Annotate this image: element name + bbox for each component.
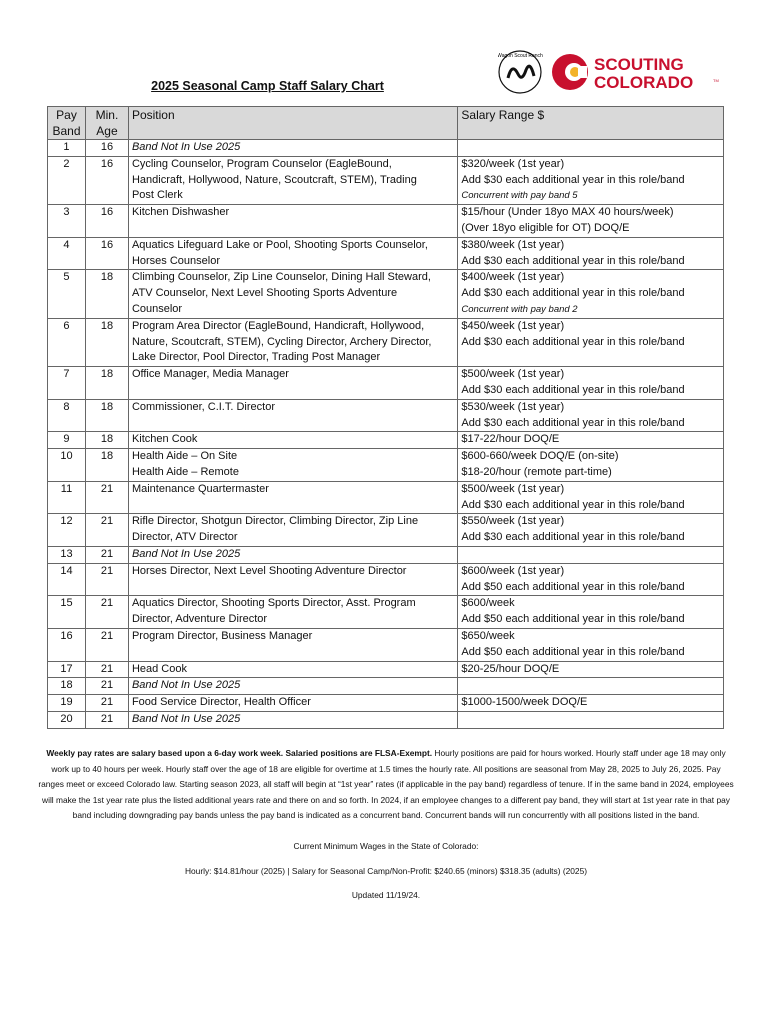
salary-cell [458, 367, 724, 400]
pay-band-cell: 5 [48, 270, 86, 318]
position-line: Kitchen Cook [131, 433, 198, 446]
salary-line: $500/week (1st year) [461, 482, 565, 495]
min-age-cell: 21 [85, 546, 128, 563]
min-age-cell: 21 [85, 678, 128, 695]
table-row [48, 237, 724, 270]
table-row [48, 318, 724, 366]
position-line: Rifle Director, Shotgun Director, Climbing Director, Zip Line [131, 515, 419, 528]
position-line: Band Not In Use 2025 [131, 679, 241, 692]
position-line: Cycling Counselor, Program Counselor (EagleBound, [131, 157, 392, 170]
pay-band-cell: 14 [48, 563, 86, 596]
position-cell [128, 563, 457, 596]
salary-cell [458, 661, 724, 678]
salary-cell [458, 628, 724, 661]
position-line: Aquatics Director, Shooting Sports Director, Asst. Program [131, 597, 416, 610]
salary-line: $1000-1500/week DOQ/E [461, 696, 588, 709]
table-row [48, 628, 724, 661]
position-cell [128, 156, 457, 204]
salary-cell [458, 678, 724, 695]
salary-table [47, 106, 724, 729]
logo-text-scouting: SCOUTING [594, 55, 684, 74]
position-line: Health Aide – On Site [131, 450, 238, 463]
table-row [48, 449, 724, 482]
position-line: Program Director, Business Manager [131, 629, 313, 642]
pay-band-cell: 16 [48, 628, 86, 661]
min-age-cell: 18 [85, 432, 128, 449]
salary-line: Add $30 each additional year in this role/band [461, 335, 685, 348]
logo-tm: TM [713, 78, 719, 83]
position-line: Band Not In Use 2025 [131, 141, 241, 153]
salary-cell [458, 318, 724, 366]
salary-cell [458, 237, 724, 270]
salary-line: $500/week (1st year) [461, 368, 565, 381]
position-cell [128, 711, 457, 728]
salary-line: $320/week (1st year) [461, 157, 565, 170]
salary-cell [458, 481, 724, 514]
header-pay-band: Pay Band [48, 107, 86, 140]
pay-band-cell: 8 [48, 399, 86, 432]
min-age-cell: 21 [85, 661, 128, 678]
position-line: Handicraft, Hollywood, Nature, Scoutcraft, STEM), Trading [131, 173, 417, 186]
table-header-row [48, 107, 724, 140]
position-cell [128, 596, 457, 629]
min-age-cell: 21 [85, 695, 128, 712]
position-cell [128, 205, 457, 238]
salary-line: Add $50 each additional year in this role/band [461, 580, 685, 593]
badge-text: Wagon Scout Ranch [498, 53, 543, 59]
min-age-cell: 16 [85, 140, 128, 157]
position-cell [128, 628, 457, 661]
table-body [48, 140, 724, 729]
position-line: Health Aide – Remote [131, 465, 239, 478]
salary-cell [458, 563, 724, 596]
salary-line: $380/week (1st year) [461, 238, 565, 251]
position-line: Climbing Counselor, Zip Line Counselor, Dining Hall Steward, [131, 271, 431, 284]
salary-line: $650/week [461, 629, 515, 642]
salary-line: $600/week (1st year) [461, 564, 565, 577]
notes-body: Hourly positions are paid for hours worked. Hourly staff under age 18 may only work up to 40 hours per week. Hourly staff over the age of 18 are eligible for overtime at 1.5 times the hourly rate. All positions are seasonal from May 28, 2025 to July 26, 2025. Pay ranges meet or exceed Colorado law. Starting season 2023, all staff will begin at “1st year” rates (if applicable in the pay band) regardless of tenure. If in the same band in 2024, employees will make the 1st year rate plus the listed additional years rate and there on and so forth. In 2024, if an employee changes to a different pay band, they will start at 1st year rate in that pay band including downgrading pay bands unless the pay band is indicated as a concurrent band. Concurrent bands will run concurrently with all positions listed in the band. [38, 748, 734, 820]
header-position: Position [128, 107, 457, 140]
pay-band-cell: 11 [48, 481, 86, 514]
salary-cell [458, 156, 724, 204]
position-line: Director, Adventure Director [131, 613, 268, 626]
salary-line: $530/week (1st year) [461, 400, 565, 413]
min-age-cell: 18 [85, 399, 128, 432]
salary-line: Add $50 each additional year in this role/band [461, 613, 685, 626]
min-wage-heading: Current Minimum Wages in the State of Colorado: [293, 841, 479, 851]
pay-band-cell: 13 [48, 546, 86, 563]
pay-band-cell: 12 [48, 514, 86, 547]
salary-cell [458, 270, 724, 318]
salary-cell [458, 711, 724, 728]
position-line: Kitchen Dishwasher [131, 206, 230, 219]
position-cell [128, 481, 457, 514]
position-cell [128, 678, 457, 695]
salary-cell [458, 432, 724, 449]
min-age-cell: 18 [85, 367, 128, 400]
position-cell [128, 140, 457, 157]
salary-line: $18-20/hour (remote part-time) [461, 465, 612, 478]
page-title: 2025 Seasonal Camp Staff Salary Chart [151, 79, 384, 93]
pay-band-cell: 9 [48, 432, 86, 449]
position-line: Band Not In Use 2025 [131, 712, 241, 725]
position-line: Food Service Director, Health Officer [131, 696, 311, 709]
position-line: Horses Counselor [131, 254, 220, 267]
salary-cell [458, 399, 724, 432]
position-line: Lake Director, Pool Director, Trading Post Manager [131, 351, 381, 364]
position-cell [128, 237, 457, 270]
position-cell [128, 399, 457, 432]
salary-line: $450/week (1st year) [461, 319, 565, 332]
pay-band-cell: 2 [48, 156, 86, 204]
pay-band-cell: 1 [48, 140, 86, 157]
salary-cell [458, 449, 724, 482]
salary-line: Concurrent with pay band 2 [461, 303, 578, 315]
table-row [48, 546, 724, 563]
min-age-cell: 21 [85, 563, 128, 596]
table-row [48, 432, 724, 449]
min-age-cell: 18 [85, 270, 128, 318]
salary-line: Add $30 each additional year in this role/band [461, 416, 685, 429]
pay-band-cell: 4 [48, 237, 86, 270]
position-cell [128, 661, 457, 678]
position-cell [128, 318, 457, 366]
min-age-cell: 21 [85, 628, 128, 661]
table-row [48, 514, 724, 547]
table-row [48, 367, 724, 400]
position-cell [128, 367, 457, 400]
table-row [48, 695, 724, 712]
table-row [48, 399, 724, 432]
weekly-pay-notes [38, 746, 734, 824]
min-age-cell: 18 [85, 318, 128, 366]
salary-line: $600/week [461, 597, 515, 610]
min-wage-values: Hourly: $14.81/hour (2025) | Salary for Seasonal Camp/Non-Profit: $240.65 (minors) $318.35 (adults) (2025) [184, 866, 588, 876]
salary-line: $600-660/week DOQ/E (on-site) [461, 450, 619, 463]
table-row [48, 270, 724, 318]
position-line: Director, ATV Director [131, 531, 238, 544]
salary-cell [458, 514, 724, 547]
pay-band-cell: 6 [48, 318, 86, 366]
position-cell [128, 695, 457, 712]
pay-band-cell: 20 [48, 711, 86, 728]
salary-line: Add $50 each additional year in this role/band [461, 645, 685, 658]
table-row [48, 140, 724, 157]
position-line: Aquatics Lifeguard Lake or Pool, Shooting Sports Counselor, [131, 238, 428, 251]
min-age-cell: 21 [85, 514, 128, 547]
min-age-cell: 21 [85, 711, 128, 728]
min-age-cell: 16 [85, 205, 128, 238]
salary-line: Add $30 each additional year in this role/band [461, 287, 685, 300]
salary-cell [458, 695, 724, 712]
table-row [48, 661, 724, 678]
table-row [48, 596, 724, 629]
position-line: Head Cook [131, 662, 187, 675]
position-cell [128, 546, 457, 563]
salary-line: Add $30 each additional year in this role/band [461, 173, 685, 186]
table-row [48, 678, 724, 695]
salary-line: Add $30 each additional year in this role/band [461, 498, 685, 511]
table-row [48, 156, 724, 204]
position-line: Maintenance Quartermaster [131, 482, 269, 495]
salary-cell [458, 205, 724, 238]
header-min-age: Min. Age [85, 107, 128, 140]
min-age-cell: 16 [85, 156, 128, 204]
table-row [48, 205, 724, 238]
position-line: Program Area Director (EagleBound, Handicraft, Hollywood, [131, 319, 425, 332]
salary-line: $15/hour (Under 18yo MAX 40 hours/week) [461, 206, 674, 219]
position-line: Post Clerk [131, 189, 183, 202]
pay-band-cell: 15 [48, 596, 86, 629]
min-age-cell: 18 [85, 449, 128, 482]
salary-line: Concurrent with pay band 5 [461, 190, 578, 202]
table-row [48, 711, 724, 728]
table-row [48, 481, 724, 514]
logo-text-colorado: COLORADO [594, 73, 694, 92]
pay-band-cell: 7 [48, 367, 86, 400]
position-cell [128, 449, 457, 482]
position-cell [128, 432, 457, 449]
header-salary-range: Salary Range $ [458, 107, 724, 140]
salary-line: (Over 18yo eligible for OT) DOQ/E [461, 221, 630, 234]
scouting-colorado-logo-icon [552, 54, 588, 90]
position-line: Counselor [131, 302, 183, 315]
position-cell [128, 270, 457, 318]
updated-date: Updated 11/19/24. [351, 890, 421, 900]
position-line: Nature, Scoutcraft, STEM), Cycling Director, Archery Director, [131, 335, 432, 348]
pay-band-cell: 19 [48, 695, 86, 712]
salary-line: $400/week (1st year) [461, 271, 565, 284]
table-row [48, 563, 724, 596]
min-age-cell: 21 [85, 481, 128, 514]
salary-cell [458, 546, 724, 563]
salary-line: $17-22/hour DOQ/E [461, 433, 560, 446]
salary-line: Add $30 each additional year in this role/band [461, 383, 685, 396]
position-line: Office Manager, Media Manager [131, 368, 289, 381]
salary-cell [458, 596, 724, 629]
pay-band-cell: 17 [48, 661, 86, 678]
position-line: Horses Director, Next Level Shooting Adventure Director [131, 564, 407, 577]
pay-band-cell: 3 [48, 205, 86, 238]
min-age-cell: 16 [85, 237, 128, 270]
pay-band-cell: 18 [48, 678, 86, 695]
salary-cell [458, 140, 724, 157]
notes-bold-lead: Weekly pay rates are salary based upon a 6-day work week. Salaried positions are FLSA-Exempt. [46, 748, 433, 758]
salary-line: $550/week (1st year) [461, 515, 565, 528]
position-line: Commissioner, C.I.T. Director [131, 400, 275, 413]
position-cell [128, 514, 457, 547]
min-age-cell: 21 [85, 596, 128, 629]
salary-line: $20-25/hour DOQ/E [461, 662, 560, 675]
position-line: ATV Counselor, Next Level Shooting Sports Adventure [131, 287, 398, 300]
position-line: Band Not In Use 2025 [131, 547, 241, 560]
salary-line: Add $30 each additional year in this role/band [461, 254, 685, 267]
pay-band-cell: 10 [48, 449, 86, 482]
salary-line: Add $30 each additional year in this role/band [461, 531, 685, 544]
